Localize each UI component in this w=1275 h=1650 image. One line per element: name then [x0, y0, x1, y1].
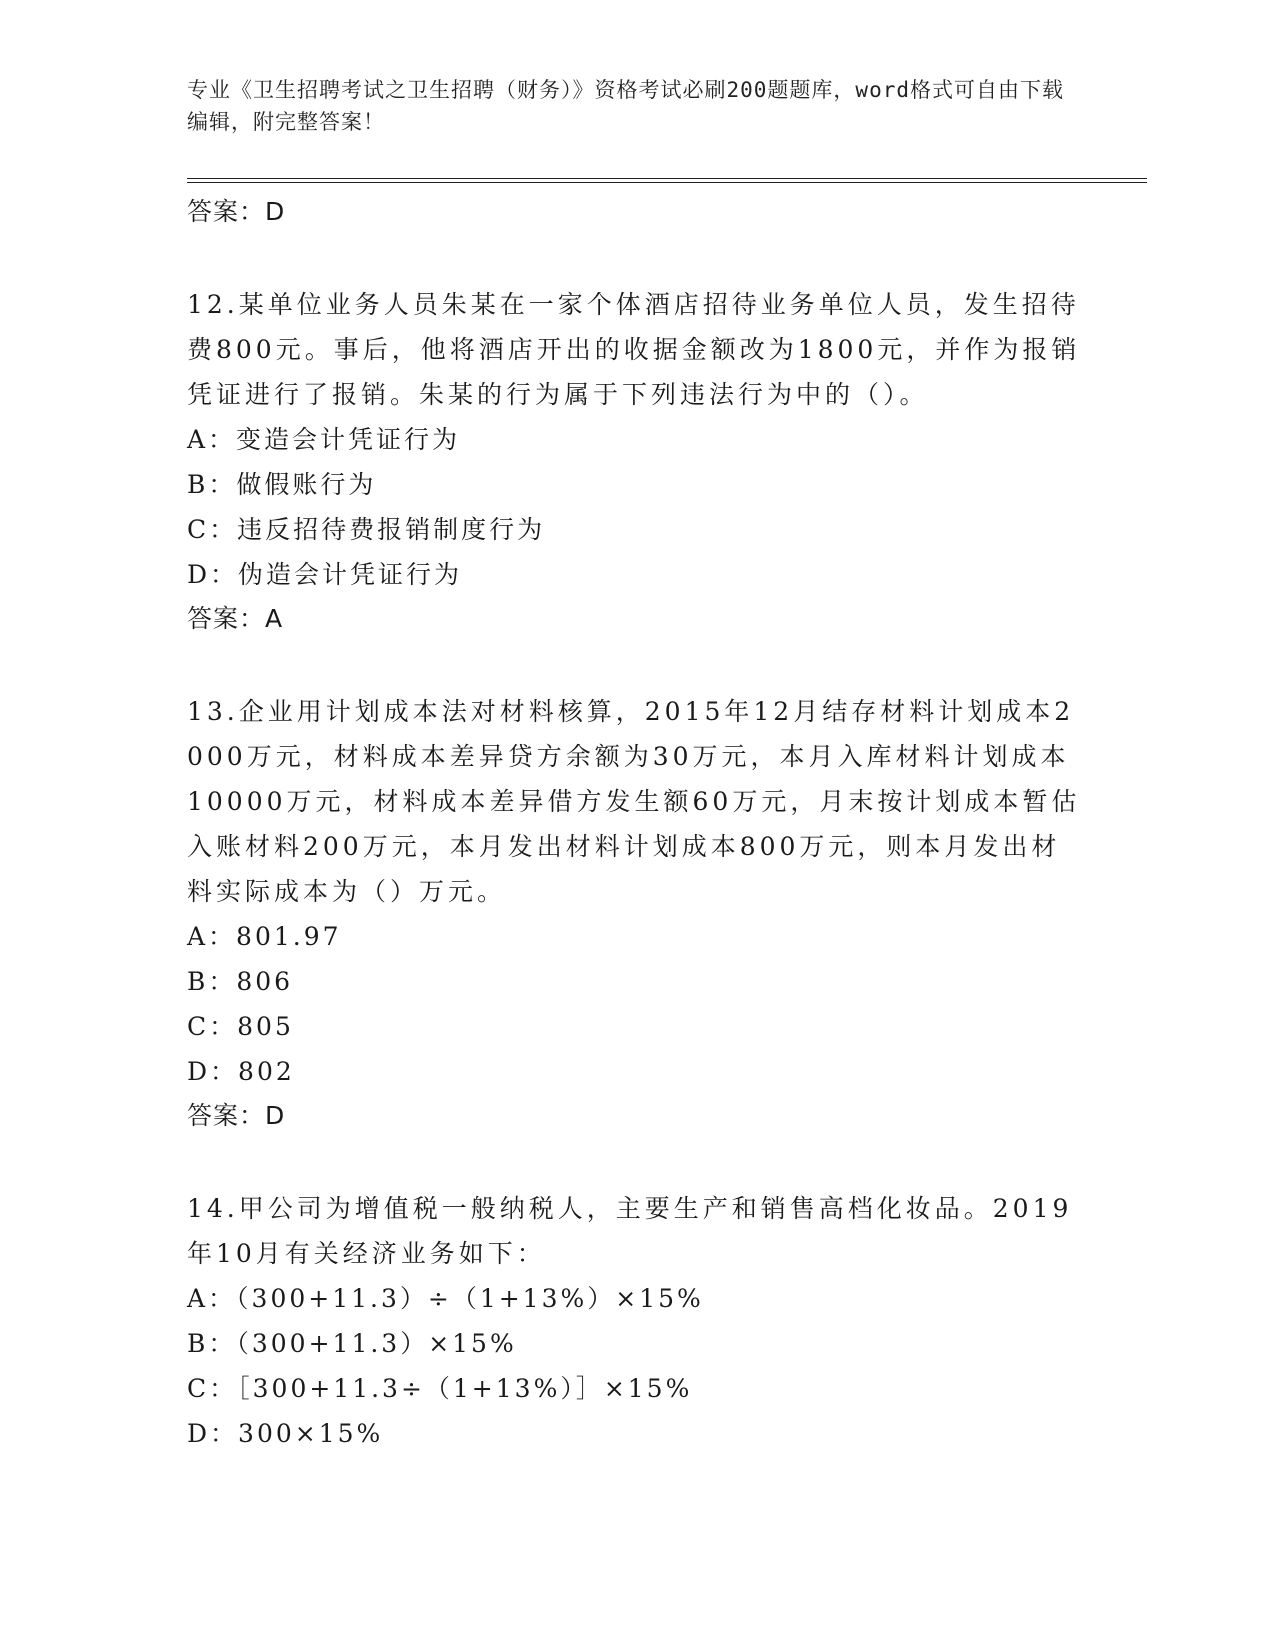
question-text: 14.甲公司为增值税一般纳税人，主要生产和销售高档化妆品。2019年10月有关经济业务如下：: [187, 1194, 1073, 1268]
answer-label: 答案：D: [187, 1101, 286, 1130]
option-c: C：［300+11.3÷（1+13%）］×15%: [187, 1374, 693, 1403]
option-d: D：伪造会计凭证行为: [187, 560, 463, 589]
header-divider: [187, 178, 1147, 183]
page-header: 专业《卫生招聘考试之卫生招聘（财务）》资格考试必刷200题题库，word格式可自由下载编辑，附完整答案！: [187, 78, 1064, 134]
answer-label: 答案：A: [187, 604, 284, 633]
question-13: [187, 689, 1087, 1138]
option-a: A：变造会计凭证行为: [187, 425, 461, 454]
option-c: C：违反招待费报销制度行为: [187, 515, 546, 544]
answer-label: 答案：D: [187, 197, 286, 226]
option-d: D：300×15%: [187, 1419, 384, 1448]
option-a: A：（300+11.3）÷（1+13%）×15%: [187, 1284, 704, 1313]
document-body: [187, 190, 1087, 1456]
question-text: 12.某单位业务人员朱某在一家个体酒店招待业务单位人员，发生招待费800元。事后，他将酒店开出的收据金额改为1800元，并作为报销凭证进行了报销。朱某的行为属于下列违法行为中的（）。: [187, 290, 1081, 409]
option-b: B：（300+11.3）×15%: [187, 1329, 517, 1358]
option-d: D：802: [187, 1057, 295, 1086]
option-c: C：805: [187, 1012, 294, 1041]
question-text: 13.企业用计划成本法对材料核算，2015年12月结存材料计划成本2000万元，材料成本差异贷方余额为30万元，本月入库材料计划成本10000万元，材料成本差异借方发生额60万元，月末按计划成本暂估入账材料200万元，本月发出材料计划成本800万元，则本月发出材料实际成本为（）万元。: [187, 697, 1081, 906]
option-b: B：做假账行为: [187, 470, 377, 499]
option-a: A：801.97: [187, 922, 342, 951]
option-b: B：806: [187, 967, 294, 996]
question-12: [187, 282, 1087, 641]
question-14: [187, 1186, 1087, 1456]
